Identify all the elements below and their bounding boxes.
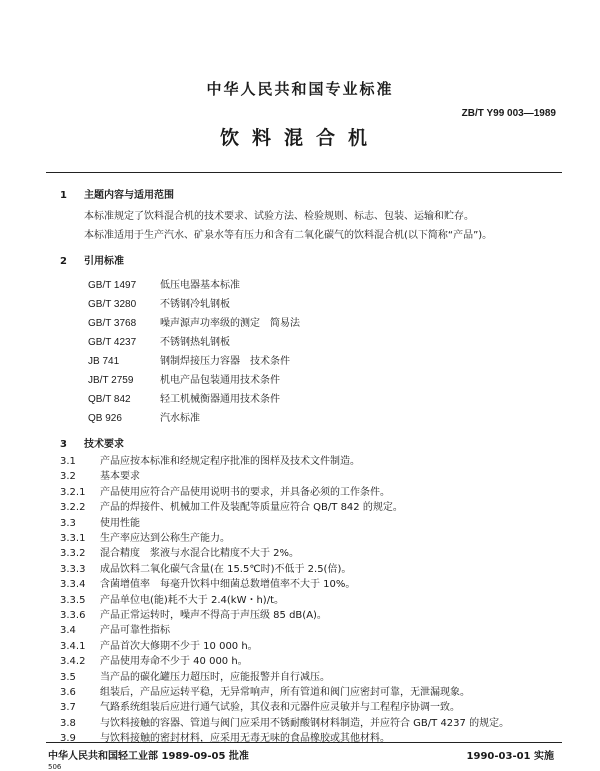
- clause-number: 3.3: [60, 517, 76, 529]
- reference-name: 钢制焊接压力容器 技术条件: [160, 356, 290, 367]
- approval-info: 中华人民共和国轻工业部 1989-09-05 批准: [48, 751, 249, 762]
- paragraph: 本标准规定了饮料混合机的技术要求、试验方法、检验规则、标志、包装、运输和贮存。: [84, 211, 474, 222]
- clause-text: 成品饮料二氧化碳气含量(在 15.5℃时)不低于 2.5(倍)。: [100, 563, 352, 575]
- clause-number: 3.3.6: [60, 610, 86, 621]
- clause: [60, 652, 248, 667]
- clause-text: 基本要求: [100, 471, 140, 483]
- page-title: 饮料混合机: [219, 127, 380, 149]
- clause: [60, 714, 509, 729]
- clause-number: 3.2: [60, 471, 76, 483]
- clause-number: 3.5: [60, 671, 76, 683]
- reference-code: GB/T 1497: [88, 280, 137, 291]
- reference-name: 不锈钢热轧钢板: [160, 337, 230, 348]
- reference-item: [88, 333, 230, 348]
- standard-category: 中华人民共和国专业标准: [206, 80, 394, 98]
- clause-number: 3.8: [60, 717, 76, 729]
- footer-divider: [46, 742, 562, 743]
- reference-item: [88, 371, 280, 386]
- clause-text: 产品应按本标准和经规定程序批准的图样及技术文件制造。: [100, 456, 360, 467]
- clause-text: 含菌增值率 每毫升饮料中细菌总数增值率不大于 10%。: [100, 579, 356, 591]
- reference-code: QB 926: [88, 413, 122, 424]
- clause: [60, 637, 258, 652]
- reference-name: 低压电器基本标准: [160, 280, 240, 291]
- section-title: 技术要求: [84, 439, 124, 450]
- clause: [60, 514, 140, 529]
- reference-code: GB/T 4237: [88, 337, 137, 348]
- clause-text: 与饮料接触的容器、管道与阀门应采用不锈耐酸钢材料制造，并应符合 GB/T 4237 的规定。: [100, 717, 510, 729]
- clause-number: 3.3.5: [60, 594, 86, 606]
- reference-item: [88, 409, 200, 424]
- section-1-heading: [60, 186, 174, 201]
- clause: [60, 575, 355, 590]
- reference-name: 汽水标准: [160, 413, 200, 424]
- clause-text: 产品使用寿命不少于 40 000 h。: [100, 656, 248, 668]
- clause: [60, 683, 470, 698]
- clause: [60, 668, 330, 683]
- clause: [60, 498, 403, 513]
- clause-text: 生产率应达到公称生产能力。: [100, 533, 230, 544]
- reference-code: GB/T 3768: [88, 318, 137, 329]
- clause-number: 3.3.2: [60, 548, 86, 560]
- reference-name: 不锈钢冷轧钢板: [160, 299, 230, 310]
- section-3-heading: [60, 435, 124, 450]
- clause-text: 产品的焊接件、机械加工件及装配等质量应符合 QB/T 842 的规定。: [100, 502, 403, 514]
- clause-number: 3.2.2: [60, 502, 86, 514]
- clause-text: 产品正常运转时，噪声不得高于声压级 85 dB(A)。: [100, 610, 327, 621]
- clause-number: 3.2.1: [60, 486, 86, 498]
- clause-text: 产品首次大修期不少于 10 000 h。: [100, 640, 258, 652]
- page-number: 506: [48, 763, 62, 771]
- clause-text: 组装后，产品应运转平稳，无异常响声，所有管道和阀门应密封可靠，无泄漏现象。: [100, 687, 470, 698]
- section-number: 3: [60, 439, 67, 450]
- reference-code: JB/T 2759: [88, 375, 134, 386]
- clause: [60, 621, 170, 636]
- reference-item: [88, 295, 230, 310]
- reference-item: [88, 352, 290, 367]
- clause-number: 3.6: [60, 687, 76, 698]
- reference-code: JB 741: [88, 356, 120, 367]
- reference-item: [88, 276, 240, 291]
- clause: [60, 544, 299, 559]
- clause-number: 3.4: [60, 625, 76, 637]
- clause-number: 3.4.1: [60, 640, 86, 652]
- section-title: 主题内容与适用范围: [84, 190, 174, 201]
- clause-text: 产品使用应符合产品使用说明书的要求，并具备必须的工作条件。: [100, 486, 390, 498]
- clause-number: 3.9: [60, 733, 76, 745]
- clause-text: 产品单位电(能)耗不大于 2.4(kW・h)/t。: [100, 594, 284, 606]
- clause-text: 与饮料接触的密封材料，应采用无毒无味的食品橡胶或其他材料。: [100, 733, 390, 745]
- clause: [60, 483, 390, 498]
- clause-number: 3.4.2: [60, 656, 86, 668]
- reference-item: [88, 390, 280, 405]
- clause-text: 混合精度 浆液与水混合比精度不大于 2%。: [100, 548, 300, 560]
- section-number: 2: [60, 256, 67, 267]
- reference-name: 机电产品包装通用技术条件: [160, 375, 280, 386]
- clause: [60, 529, 230, 544]
- clause: [60, 467, 140, 482]
- header-divider: [46, 172, 562, 173]
- paragraph: 本标准适用于生产汽水、矿泉水等有压力和含有二氧化碳气的饮料混合机(以下简称“产品”)。: [84, 230, 493, 241]
- reference-code: GB/T 3280: [88, 299, 137, 310]
- clause-number: 3.3.4: [60, 579, 86, 591]
- reference-code: QB/T 842: [88, 394, 131, 405]
- clause: [60, 452, 360, 467]
- clause: [60, 698, 460, 713]
- clause-text: 产品可靠性指标: [100, 625, 170, 637]
- clause-text: 使用性能: [100, 517, 140, 529]
- clause-number: 3.3.1: [60, 533, 86, 544]
- section-number: 1: [60, 190, 67, 201]
- effective-date: 1990-03-01 实施: [466, 751, 554, 762]
- clause-number: 3.1: [60, 456, 76, 467]
- section-title: 引用标准: [84, 256, 124, 267]
- standard-code: ZB/T Y99 003—1989: [461, 108, 556, 119]
- clause: [60, 606, 327, 621]
- section-2-heading: [60, 252, 124, 267]
- clause: [60, 591, 284, 606]
- reference-name: 噪声源声功率级的测定 简易法: [160, 318, 300, 329]
- clause-number: 3.3.3: [60, 563, 86, 575]
- clause-number: 3.7: [60, 702, 76, 714]
- clause-text: 气路系统组装后应进行通气试验，其仪表和元器件应灵敏并与工程程序协调一致。: [100, 702, 460, 714]
- clause-text: 当产品的碳化罐压力超压时，应能报警并自行减压。: [100, 671, 330, 683]
- clause: [60, 560, 351, 575]
- reference-item: [88, 314, 300, 329]
- reference-name: 轻工机械衡器通用技术条件: [160, 394, 280, 405]
